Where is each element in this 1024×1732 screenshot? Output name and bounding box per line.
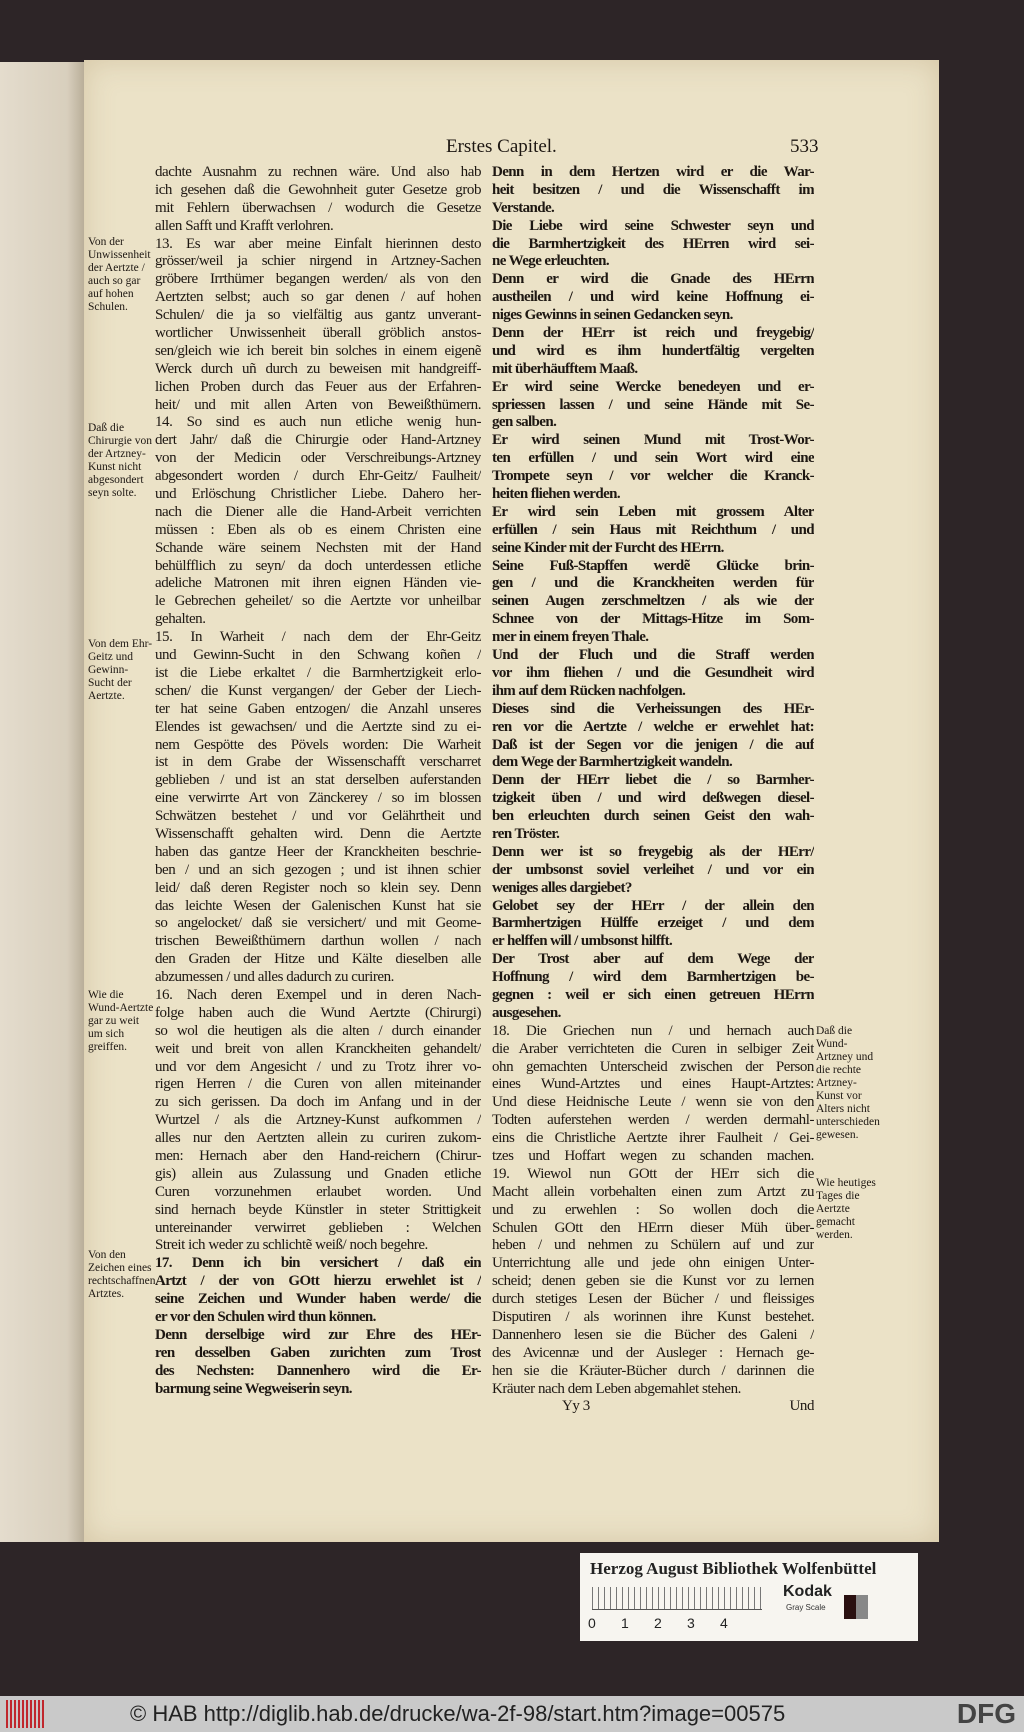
text-line: folge haben auch die Wund Aertzte (Chirurgi): [155, 1004, 481, 1021]
left-text-column: [155, 164, 481, 1398]
text-line: Aertzten selbst; auch so gar denen / auf hohen: [155, 289, 481, 306]
text-line: Der Trost aber auf dem Wege der: [492, 951, 814, 968]
margin-note: Von der Unwissenheit der Aertzte / auch so gar auf hohen Schulen.: [88, 236, 151, 313]
text-line: Streit ich weder zu schlichtẽ weiß/ noch begehre.: [155, 1237, 428, 1254]
text-line: Dannenhero lesen sie die Bücher des Galeni /: [492, 1326, 814, 1343]
text-line: gen salben.: [492, 414, 557, 431]
text-line: lichen Proben durch das Feuer aus der Erfahren-: [155, 378, 481, 395]
ruler-tick-label: 0: [588, 1615, 596, 1631]
margin-note: Wie die Wund-Aertzte gar zu weit um sich greiffen.: [88, 989, 154, 1053]
text-line: haben das gantze Heer der Kranckheiten beschrie-: [155, 843, 481, 860]
text-line: Er wird seinen Mund mit Trost-Wor-: [492, 432, 814, 449]
text-line: le Gebrechen geheilet/ so die Aertzte vor unheilbar: [155, 593, 481, 610]
text-line: Trompete seyn / vor welcher die Kranck-: [492, 468, 814, 485]
text-line: Wissenschafft gehalten wird. Denn die Aertzte: [155, 825, 481, 842]
text-line: er vor den Schulen wird thun können.: [155, 1309, 376, 1325]
signature-line: [492, 1398, 814, 1416]
catchword: Und: [789, 1398, 814, 1415]
text-line: trischen Beweißthümern darthun wollen / nach: [155, 933, 481, 950]
text-line: gis) allein aus Zulassung und Gnaden etliche: [155, 1165, 481, 1182]
text-line: Und der Fluch und die Straff werden: [492, 647, 814, 664]
text-line: barmung seine Wegweiserin seyn.: [155, 1380, 352, 1397]
margin-note: Daß die Wund-Artzney und die rechte Artzney-Kunst vor Alters nicht unterschieden gewesen.: [816, 1025, 880, 1141]
text-line: ohn gemachten Unterscheid zwischen der Person: [492, 1058, 814, 1075]
text-line: eins die Christliche Aertzte ihrer Faulheit / Gei-: [492, 1130, 814, 1147]
ruler-tick-label: 2: [654, 1615, 662, 1631]
text-line: der umbsonst soviel verleihet / und vor ein: [492, 861, 814, 878]
text-line: Schulen/ die ja so vielfältig aus gantz unverant-: [155, 307, 481, 324]
text-line: heben / und nehmen zu Schülern auf und zur: [492, 1237, 814, 1254]
ruler-tick-label: 1: [621, 1615, 629, 1631]
text-line: ausgesehen.: [492, 1004, 561, 1021]
text-line: men: Hernach aber den Hand-reichern (Chirur-: [155, 1147, 481, 1164]
text-line: ihm auf dem Rücken nachfolgen.: [492, 682, 686, 699]
text-line: weniges alles dargiebet?: [492, 879, 632, 896]
text-line: 16. Nach deren Exempel und in deren Nach-: [155, 986, 481, 1003]
text-line: 18. Die Griechen nun / und hernach auch: [492, 1022, 814, 1039]
text-line: heiten fliehen werden.: [492, 486, 621, 503]
text-line: von der Medicin oder Verschreibungs-Artzney: [155, 450, 481, 467]
text-line: dem Wege der Barmhertzigkeit wandeln.: [492, 754, 733, 771]
text-line: Todten auferstehen werden / werden dermahl-: [492, 1112, 814, 1129]
text-line: niges Gewinns in seinen Gedancken seyn.: [492, 307, 733, 324]
text-line: eine verwirrte Art von Zänckerey / so im blossen: [155, 790, 481, 807]
dfg-logo: DFG: [956, 1698, 1016, 1729]
text-line: seine Zeichen und Wunder haben werde/ die: [155, 1291, 481, 1308]
text-line: Denn der HErr liebet die / so Barmher-: [492, 772, 814, 789]
text-line: abgesondert worden / durch Ehr-Geitz/ Faulheit/: [155, 468, 481, 485]
text-line: adeliche Matronen mit ihren eignen Händen vie-: [155, 575, 481, 592]
ruler-scale: [592, 1587, 762, 1610]
text-line: mit Fehlern überwachsen / wodurch die Gesetze: [155, 199, 481, 216]
text-line: Macht allein vorbehalten einen zum Artzt zu: [492, 1183, 814, 1200]
text-line: er helffen will / umbsonst hilfft.: [492, 933, 673, 950]
text-line: Die Liebe wird seine Schwester seyn und: [492, 217, 814, 234]
text-line: ben erleuchten durch seinen Geist den wah-: [492, 808, 814, 825]
text-line: austheilen / und wird keine Hoffnung ei-: [492, 289, 814, 306]
institution-name: Herzog August Bibliothek Wolfenbüttel: [590, 1559, 877, 1578]
text-line: Er wird sein Leben mit grossem Alter: [492, 503, 814, 520]
text-line: 14. So sind es auch nun etliche wenig hun-: [155, 414, 481, 431]
text-line: ten erfüllen / und sein Wort wird eine: [492, 450, 814, 467]
text-line: scheid; denen geben sie die Kunst vor zu lernen: [492, 1273, 814, 1290]
gray-scale-label: Gray Scale: [786, 1603, 826, 1612]
text-line: geblieben / und ist an stat derselben auferstanden: [155, 772, 481, 789]
margin-note: Daß die Chirurgie von der Artzney-Kunst nicht abgesondert seyn solte.: [88, 422, 152, 499]
text-line: 15. In Warheit / nach dem der Ehr-Geitz: [155, 629, 481, 646]
color-card: [580, 1553, 918, 1641]
text-line: weit und breit von allen Kranckheiten gehandelt/: [155, 1040, 481, 1057]
text-line: Daß ist der Segen vor die jenigen / die auf: [492, 736, 814, 753]
ruler-tick-label: 3: [687, 1615, 695, 1631]
text-line: ben / und an sich gezogen ; und ist ihnen schier: [155, 861, 481, 878]
text-line: Unterrichtung alle und jede ohn einigen Unter-: [492, 1255, 814, 1272]
text-line: 19. Wiewol nun GOtt der HErr sich die: [492, 1165, 814, 1182]
text-line: gehalten.: [155, 611, 206, 628]
text-line: Denn der HErr ist reich und freygebig/: [492, 325, 814, 342]
text-line: rigen Herren / die Curen von allen miteinander: [155, 1076, 481, 1093]
text-line: tzigkeit üben / und wird deßwegen diesel-: [492, 790, 814, 807]
text-line: und wird es ihm hundertfältig vergelten: [492, 342, 814, 359]
text-line: Curen vorzunehmen erlaubet worden. Und: [155, 1183, 481, 1200]
text-line: abzumessen / und alles dadurch zu curiren.: [155, 969, 394, 986]
text-line: dert Jahr/ daß die Chirurgie oder Hand-Artzney: [155, 432, 481, 449]
text-line: die Barmhertzigkeit des HErren wird sei-: [492, 235, 814, 252]
margin-note: Wie heutiges Tages die Aertzte gemacht werden.: [816, 1177, 876, 1241]
text-line: Schnee von der Mittags-Hitze im Som-: [492, 611, 814, 628]
text-line: durch stetiges Lesen der Bücher / und fleissiges: [492, 1291, 814, 1308]
text-line: Denn derselbige wird zur Ehre des HEr-: [155, 1326, 481, 1343]
text-line: Dieses sind die Verheissungen des HEr-: [492, 700, 814, 717]
text-line: und vor dem Angesicht / und zu Trotz ihrer vo-: [155, 1058, 481, 1075]
footer-bar: [0, 1696, 1024, 1732]
text-line: spriessen lassen / und seine Hände mit Se-: [492, 396, 814, 413]
text-line: Und diese Heidnische Leute / wenn sie von den: [492, 1094, 814, 1111]
text-line: seine Kinder mit der Furcht des HErrn.: [492, 539, 724, 556]
text-line: nem Gespötte des Pövels worden: Die Warheit: [155, 736, 481, 753]
text-line: gegnen : weil er sich einen getreuen HErrn: [492, 986, 814, 1003]
copyright-link[interactable]: © HAB http://diglib.hab.de/drucke/wa-2f-98/start.htm?image=00575: [130, 1701, 786, 1726]
text-line: ich gesehen daß die Gewohnheit guter Gesetze grob: [155, 181, 481, 198]
text-line: Werck durch uñ durch zu beweisen mit handgreiff-: [155, 360, 481, 377]
text-line: ter hat seine Gaben entzogen/ die Anzahl unseres: [155, 700, 481, 717]
text-line: und Gewinn-Sucht in den Schwang koñen /: [155, 647, 481, 664]
text-line: 17. Denn ich bin versichert / daß ein: [155, 1255, 481, 1272]
text-line: Kräuter nach dem Leben abgemahlet stehen.: [492, 1380, 741, 1397]
text-line: tzes und Hoffart wegen zu schanden machen.: [492, 1147, 814, 1164]
page-number: 533: [790, 136, 819, 157]
text-line: Schwätzen bestehet / und vor Gelährtheit und: [155, 808, 481, 825]
text-line: Schande wäre seinem Nechsten mit der Hand: [155, 539, 481, 556]
text-line: zu sich gerissen. Da doch im Anfang und in der: [155, 1094, 481, 1111]
text-line: Denn in dem Hertzen wird er die War-: [492, 164, 814, 180]
text-line: dachte Ausnahm zu rechnen wäre. Und also hab: [155, 164, 481, 180]
text-line: sen/gleich wie ich bereit bin solches in einem eigenẽ: [155, 342, 481, 359]
facing-page-edge: [0, 62, 84, 1542]
text-line: ren Tröster.: [492, 825, 560, 842]
text-line: Er wird seine Wercke benedeyen und er-: [492, 378, 814, 395]
text-line: Denn wer ist so freygebig als der HErr/: [492, 843, 814, 860]
text-line: schen/ die Kunst vergangen/ der Geber der Liech-: [155, 682, 481, 699]
text-line: des Avicennæ und der Ausleger : Hernach ge-: [492, 1344, 814, 1361]
text-line: sind hernach beyde Künstler in steter Strittigkeit: [155, 1201, 481, 1218]
text-line: Disputiren / als worinnen ihre Kunst bestehet.: [492, 1309, 814, 1325]
text-line: so angelocket/ daß sie versichert/ und mit Geome-: [155, 915, 481, 932]
text-line: ne Wege erleuchten.: [492, 253, 610, 270]
text-line: Artzt / der von GOtt hierzu erwehlet ist /: [155, 1273, 481, 1290]
text-line: behülfflich zu seyn/ da doch unterdessen etliche: [155, 557, 481, 574]
text-line: Verstande.: [492, 199, 555, 216]
text-line: müssen : Eben als ob es einem Christen eine: [155, 521, 481, 538]
text-line: eines Wund-Artztes und eines Haupt-Artztes:: [492, 1076, 814, 1093]
text-line: leid/ daß deren Register noch so klein sey. Denn: [155, 879, 481, 896]
margin-note: Von den Zeichen eines rechtschaffnen Artztes.: [88, 1249, 156, 1300]
text-line: und Erlöschung Christlicher Liebe. Dahero her-: [155, 486, 481, 503]
text-line: vor ihm fliehen / und die Gesundheit wird: [492, 664, 814, 681]
text-line: den Graden der Hitze und Kälte dieselben alle: [155, 951, 481, 968]
text-line: allen Safft und Krafft verlohren.: [155, 217, 334, 234]
gray-swatch: [844, 1595, 868, 1619]
text-line: gröbere Irrthümer begangen werden/ als von den: [155, 271, 481, 288]
margin-note: Von dem Ehr-Geitz und Gewinn-Sucht der Aertzte.: [88, 638, 153, 702]
text-line: ist in dem Grabe der Wissenschafft verscharret: [155, 754, 481, 771]
text-line: und zu erwehlen : So wollen doch die: [492, 1201, 814, 1218]
text-line: untereinander verwirret geblieben : Welchen: [155, 1219, 481, 1236]
signature-mark: Yy 3: [562, 1398, 590, 1415]
kodak-brand: Kodak: [783, 1583, 832, 1600]
text-line: alles nur den Aertzten allein zu curiren zukom-: [155, 1130, 481, 1147]
text-line: grösser/weil ja schier nirgend in Artzney-Sachen: [155, 253, 481, 270]
text-line: Seine Fuß-Stapffen werdẽ Glücke brin-: [492, 557, 814, 574]
running-title: Erstes Capitel.: [446, 136, 557, 157]
text-line: die Araber verrichteten die Curen in selbiger Zeit: [492, 1040, 814, 1057]
text-line: Hoffnung / wird dem Barmhertzigen be-: [492, 969, 814, 986]
text-line: Denn er wird die Gnade des HErrn: [492, 271, 814, 288]
text-line: das leichte Wesen der Galenischen Kunst hat sie: [155, 897, 481, 914]
text-line: heit/ und mit allen Arten von Beweißthümern.: [155, 396, 481, 413]
text-line: so wol die heutigen als die alten / durch einander: [155, 1022, 481, 1039]
ruler-numbers: [588, 1615, 753, 1631]
text-line: Elendes ist gewachsen/ und die Aertzte sind zu ei-: [155, 718, 481, 735]
text-line: Schulen GOtt den HErrn dieser Müh über-: [492, 1219, 814, 1236]
ruler-tick-label: 4: [720, 1615, 728, 1631]
text-line: mer in einem freyen Thale.: [492, 629, 649, 646]
text-line: Wurtzel / als die Artzney-Kunst aufkommen /: [155, 1112, 481, 1129]
hab-logo-icon: [6, 1700, 46, 1728]
text-line: gen / und die Kranckheiten werden für: [492, 575, 814, 592]
text-line: erfüllen / sein Haus mit Reichthum / und: [492, 521, 814, 538]
text-line: wortlicher Unwissenheit überall gröblich anstos-: [155, 325, 481, 342]
right-text-column: [492, 164, 814, 1416]
text-line: heit besitzen / und die Wissenschafft im: [492, 181, 814, 198]
text-line: ist die Liebe erkaltet / die Barmhertzigkeit erlo-: [155, 664, 481, 681]
text-line: Gelobet sey der HErr / der allein den: [492, 897, 814, 914]
text-line: des Nechsten: Dannenhero wird die Er-: [155, 1362, 481, 1379]
text-line: seinen Augen zerschmeltzen / als wie der: [492, 593, 814, 610]
text-line: ren vor die Aertzte / welche er erwehlet hat:: [492, 718, 814, 735]
text-line: nach die Diener alle die Hand-Arbeit verrichten: [155, 503, 481, 520]
text-line: ren desselben Gaben zurichten zum Trost: [155, 1344, 481, 1361]
text-line: mit überhäufftem Maaß.: [492, 360, 638, 377]
text-line: Barmhertzigen Hülffe erzeiget / und dem: [492, 915, 814, 932]
text-line: 13. Es war aber meine Einfalt hierinnen desto: [155, 235, 481, 252]
text-line: hen sie die Kräuter-Bücher durch / darinnen die: [492, 1362, 814, 1379]
